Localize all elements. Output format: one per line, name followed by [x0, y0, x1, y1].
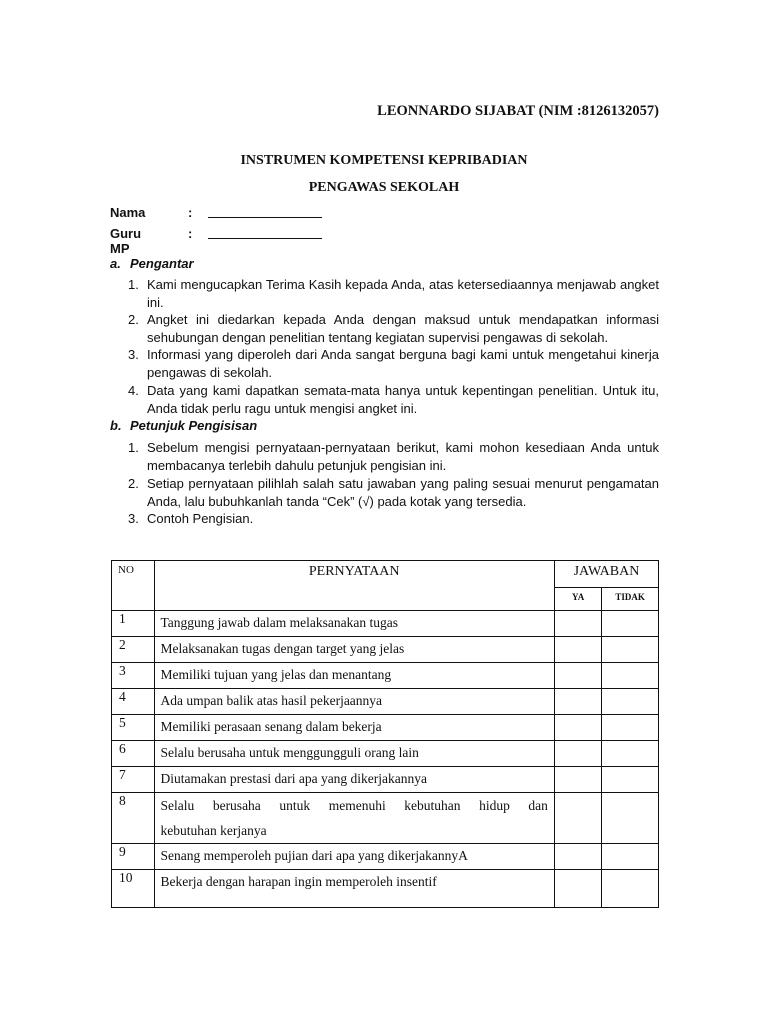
table-row [112, 663, 659, 689]
document-title: INSTRUMEN KOMPETENSI KEPRIBADIAN [240, 153, 528, 168]
header-statement: PERNYATAAN [154, 561, 554, 611]
section-a-heading [110, 256, 194, 271]
row-statement [154, 793, 554, 844]
row-number: 3 [112, 663, 155, 689]
list-text: Sebelum mengisi pernyataan-pernyataan berikut, kami mohon kesediaan Anda untuk membacanya terlebih dahulu petunjuk pengisian ini. [147, 440, 659, 473]
header-yes: YA [554, 588, 601, 611]
list-text: Kami mengucapkan Terima Kasih kepada Anda, atas ketersediaannya menjawab angket ini. [147, 277, 659, 310]
row-statement: Diutamakan prestasi dari apa yang dikerjakannya [154, 767, 554, 793]
yes-checkbox-cell[interactable] [554, 611, 601, 637]
subject-label: Guru MP [110, 226, 142, 256]
row-number: 7 [112, 767, 155, 793]
no-checkbox-cell[interactable] [602, 741, 659, 767]
yes-checkbox-cell[interactable] [554, 844, 601, 870]
list-item [128, 346, 659, 381]
table-row [112, 870, 659, 908]
yes-checkbox-cell[interactable] [554, 741, 601, 767]
row-statement-line: Selalu berusaha untuk memenuhi kebutuhan hidup dan [160, 798, 548, 813]
yes-checkbox-cell[interactable] [554, 663, 601, 689]
name-colon: : [188, 205, 193, 220]
table-row [112, 689, 659, 715]
row-statement: Memiliki perasaan senang dalam bekerja [154, 715, 554, 741]
row-statement: Tanggung jawab dalam melaksanakan tugas [154, 611, 554, 637]
yes-checkbox-cell[interactable] [554, 870, 601, 908]
row-statement: Selalu berusaha untuk menggungguli orang lain [154, 741, 554, 767]
list-item [128, 475, 659, 510]
row-statement: Bekerja dengan harapan ingin memperoleh insentif [154, 870, 554, 908]
table-row [112, 844, 659, 870]
row-number: 6 [112, 741, 155, 767]
list-text: Contoh Pengisian. [147, 511, 254, 526]
table-row [112, 637, 659, 663]
list-text: Setiap pernyataan pilihlah salah satu jawaban yang paling sesuai menurut pengamatan Anda, lalu bubuhkanlah tanda “Cek” (√) pada kotak yang tersedia. [147, 476, 659, 509]
row-statement: Melaksanakan tugas dengan target yang jelas [154, 637, 554, 663]
no-checkbox-cell[interactable] [602, 689, 659, 715]
yes-checkbox-cell[interactable] [554, 715, 601, 741]
list-item [128, 382, 659, 417]
questionnaire-table [111, 560, 659, 908]
no-checkbox-cell[interactable] [602, 715, 659, 741]
no-checkbox-cell[interactable] [602, 611, 659, 637]
list-number: 3. [128, 511, 139, 526]
no-checkbox-cell[interactable] [602, 793, 659, 844]
list-number: 3. [128, 347, 139, 362]
table-row [112, 611, 659, 637]
list-item [128, 439, 659, 474]
list-number: 2. [128, 476, 139, 491]
section-b-title: Petunjuk Pengisisan [130, 418, 258, 433]
list-item [128, 510, 659, 528]
section-a-letter: a. [110, 256, 121, 271]
subject-colon: : [188, 226, 193, 241]
document-subtitle: PENGAWAS SEKOLAH [308, 180, 460, 195]
author-line: LEONNARDO SIJABAT (NIM :8126132057) [377, 103, 659, 119]
row-statement: Memiliki tujuan yang jelas dan menantang [154, 663, 554, 689]
row-statement: Senang memperoleh pujian dari apa yang dikerjakannyA [154, 844, 554, 870]
yes-checkbox-cell[interactable] [554, 793, 601, 844]
row-number: 9 [112, 844, 155, 870]
yes-checkbox-cell[interactable] [554, 689, 601, 715]
row-number: 5 [112, 715, 155, 741]
table-row [112, 741, 659, 767]
row-number: 4 [112, 689, 155, 715]
list-number: 1. [128, 277, 139, 292]
table-row [112, 715, 659, 741]
yes-checkbox-cell[interactable] [554, 637, 601, 663]
header-answer: JAWABAN [554, 561, 658, 588]
row-number: 8 [112, 793, 155, 844]
row-number: 2 [112, 637, 155, 663]
row-statement-line: kebutuhan kerjanya [160, 823, 267, 838]
row-statement: Ada umpan balik atas hasil pekerjaannya [154, 689, 554, 715]
no-checkbox-cell[interactable] [602, 844, 659, 870]
no-checkbox-cell[interactable] [602, 767, 659, 793]
no-checkbox-cell[interactable] [602, 870, 659, 908]
section-a-title: Pengantar [130, 256, 194, 271]
list-number: 2. [128, 312, 139, 327]
list-text: Angket ini diedarkan kepada Anda dengan maksud untuk mendapatkan informasi sehubungan dengan penelitian tentang kegiatan supervisi pengawas di sekolah. [147, 312, 659, 345]
name-label: Nama [110, 205, 146, 220]
header-no: NO [112, 561, 155, 611]
header-no-answer: TIDAK [602, 588, 659, 611]
list-text: Informasi yang diperoleh dari Anda sangat berguna bagi kami untuk mengetahui kinerja pengawas di sekolah. [147, 347, 659, 380]
yes-checkbox-cell[interactable] [554, 767, 601, 793]
row-number: 10 [112, 870, 155, 908]
table-row [112, 767, 659, 793]
row-number: 1 [112, 611, 155, 637]
list-item [128, 276, 659, 311]
subject-blank-line[interactable] [208, 238, 322, 239]
name-blank-line[interactable] [208, 217, 322, 218]
no-checkbox-cell[interactable] [602, 637, 659, 663]
section-b-letter: b. [110, 418, 122, 433]
list-item [128, 311, 659, 346]
list-number: 4. [128, 383, 139, 398]
list-text: Data yang kami dapatkan semata-mata hanya untuk kepentingan penelitian. Untuk itu, Anda tidak perlu ragu untuk mengisi angket ini. [147, 383, 659, 416]
table-row [112, 793, 659, 844]
no-checkbox-cell[interactable] [602, 663, 659, 689]
section-b-heading [110, 418, 257, 433]
list-number: 1. [128, 440, 139, 455]
